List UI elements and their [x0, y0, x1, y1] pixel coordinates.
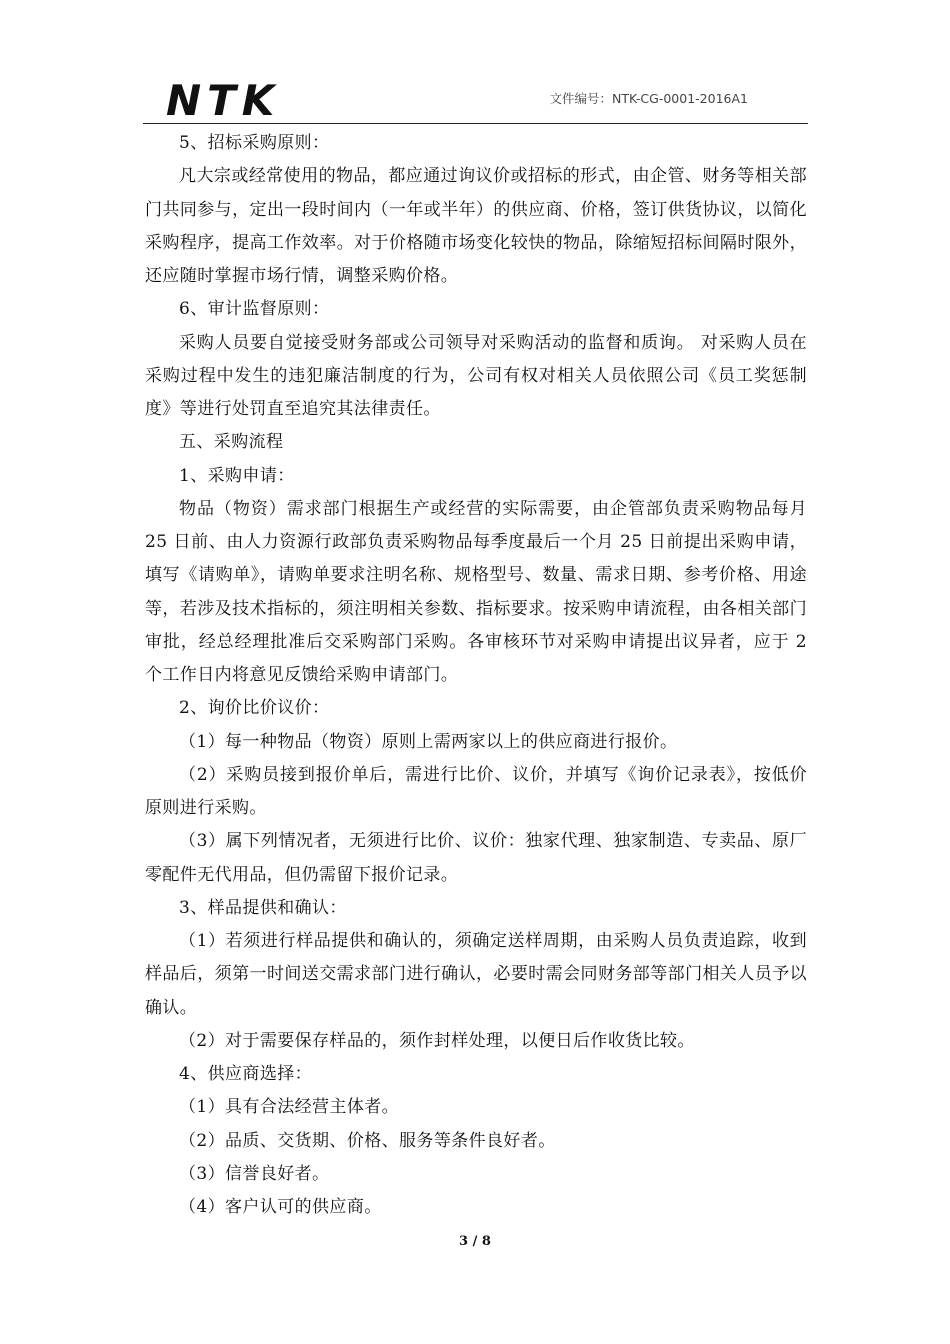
section-heading: 1、采购申请：	[179, 465, 295, 486]
list-item: （1）具有合法经营主体者。	[179, 1097, 400, 1118]
company-logo: NTK	[166, 76, 281, 125]
list-item: （1）每一种物品（物资）原则上需两家以上的供应商进行报价。	[179, 731, 678, 752]
section-heading: 3、样品提供和确认：	[179, 897, 347, 918]
list-item: （3）属下列情况者，无须进行比价、议价：独家代理、独家制造、专卖品、原厂零配件无代用品，但仍需留下报价记录。	[145, 831, 807, 885]
list-item: （2）采购员接到报价单后，需进行比价、议价，并填写《询价记录表》，按低价原则进行采购。	[145, 764, 807, 818]
section-heading: 4、供应商选择：	[179, 1064, 313, 1084]
body-paragraph: 凡大宗或经常使用的物品，都应通过询议价或招标的形式，由企管、财务等相关部门共同参与，定出一段时间内（一年或半年）的供应商、价格，签订供货协议，以简化采购程序，提高工作效率。对于价格随市场变化较快的物品，除缩短招标间隔时限外，还应随时掌握市场行情，调整采购价格。	[145, 166, 807, 286]
body-paragraph: 采购人员要自觉接受财务部或公司领导对采购活动的监督和质询。 对采购人员在采购过程中发生的违犯廉洁制度的行为，公司有权对相关人员依照公司《员工奖惩制度》等进行处罚直至追究其法律责任。	[145, 332, 807, 419]
list-item: （2）品质、交货期、价格、服务等条件良好者。	[179, 1130, 556, 1151]
list-item: （2）对于需要保存样品的，须作封样处理，以便日后作收货比较。	[179, 1030, 695, 1051]
list-item: （3）信誉良好者。	[179, 1163, 330, 1184]
page-number: 3 / 8	[459, 1234, 491, 1249]
section-heading: 5、招标采购原则：	[179, 133, 330, 153]
document-number: 文件编号：NTK-CG-0001-2016A1	[549, 91, 748, 106]
section-heading: 6、审计监督原则：	[179, 299, 330, 320]
header-divider	[143, 123, 808, 124]
list-item: （4）客户认可的供应商。	[179, 1197, 382, 1217]
list-item: （1）若须进行样品提供和确认的，须确定送样周期，由采购人员负责追踪，收到样品后，须第一时间送交需求部门进行确认，必要时需会同财务部等部门相关人员予以确认。	[145, 931, 807, 1018]
body-paragraph: 物品（物资）需求部门根据生产或经营的实际需要，由企管部负责采购物品每月 25 日前、由人力资源行政部负责采购物品每季度最后一个月 25 日前提出采购申请，填写《请购单》，请购单要求注明名称、规格型号、数量、需求日期、参考价格、用途等，若涉及技术指标的，须注明相关参数、指标要求。按采购申请流程，由各相关部门审批，经总经理批准后交采购部门采购。各审核环节对采购申请提出议异者，应于 2 个工作日内将意见反馈给采购申请部门。	[145, 498, 807, 685]
document-body	[145, 127, 807, 1224]
chapter-heading: 五、采购流程	[179, 432, 284, 453]
section-heading: 2、询价比价议价：	[179, 698, 330, 719]
